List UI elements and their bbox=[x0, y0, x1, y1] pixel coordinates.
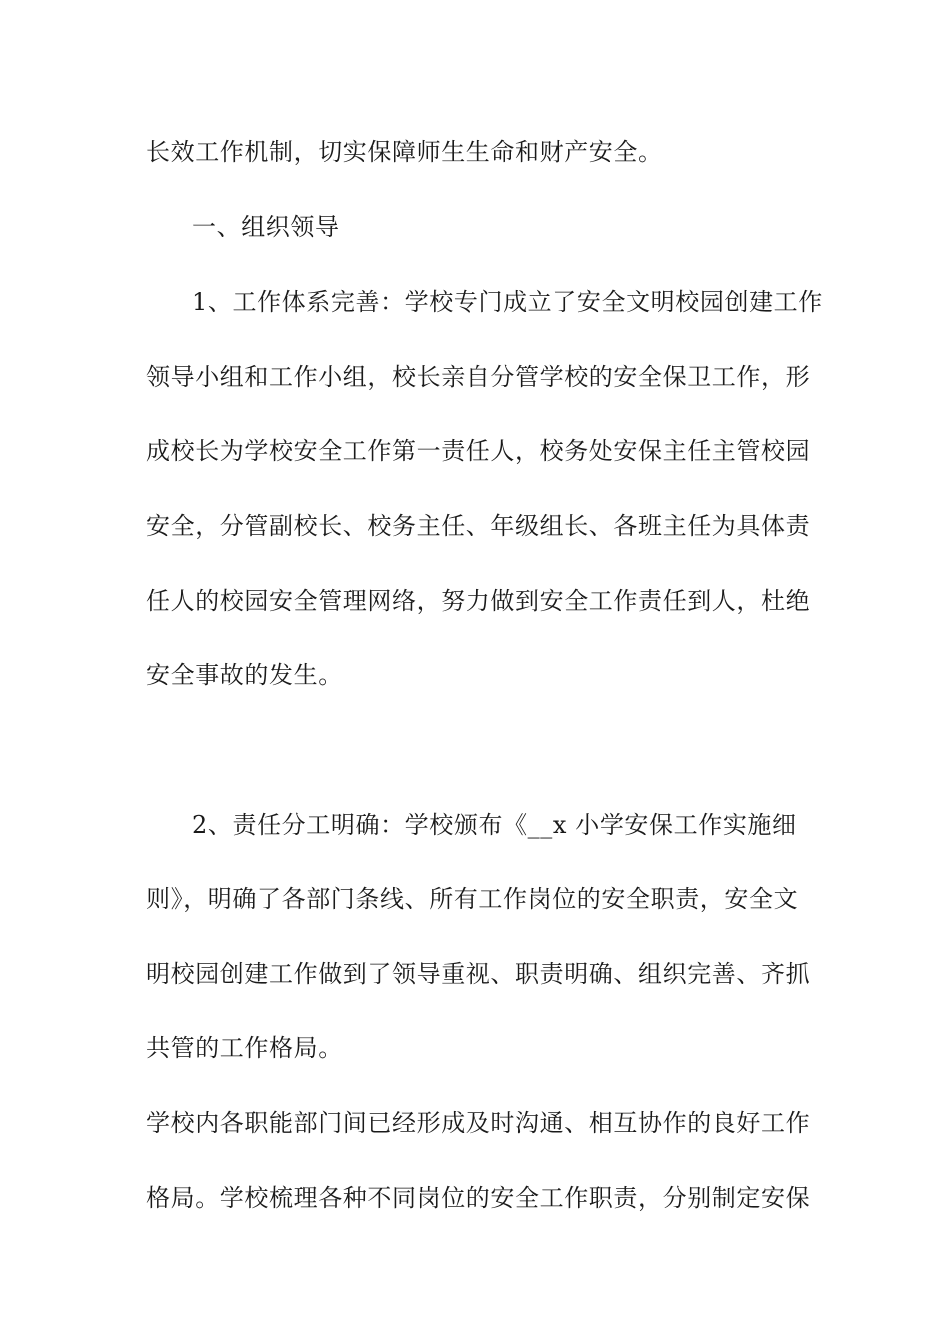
body-text-line: 1、工作体系完善：学校专门成立了安全文明校园创建工作 bbox=[192, 288, 823, 316]
section-heading: 一、组织领导 bbox=[192, 213, 340, 241]
body-text-line: 成校长为学校安全工作第一责任人，校务处安保主任主管校园 bbox=[146, 437, 811, 465]
body-text-line: 安全事故的发生。 bbox=[146, 661, 343, 689]
body-text-line: 长效工作机制，切实保障师生生命和财产安全。 bbox=[146, 138, 663, 166]
body-text-line: 安全，分管副校长、校务主任、年级组长、各班主任为具体责 bbox=[146, 512, 811, 540]
body-text-line: 领导小组和工作小组，校长亲自分管学校的安全保卫工作，形 bbox=[146, 363, 811, 391]
body-text-line: 明校园创建工作做到了领导重视、职责明确、组织完善、齐抓 bbox=[146, 960, 811, 988]
body-text-line: 2、责任分工明确：学校颁布《__x 小学安保工作实施细 bbox=[192, 811, 797, 839]
body-text-line: 学校内各职能部门间已经形成及时沟通、相互协作的良好工作 bbox=[146, 1109, 811, 1137]
body-text-line: 则》，明确了各部门条线、所有工作岗位的安全职责，安全文 bbox=[146, 885, 799, 913]
body-text-line: 格局。学校梳理各种不同岗位的安全工作职责，分别制定安保 bbox=[146, 1184, 811, 1212]
body-text-line: 任人的校园安全管理网络，努力做到安全工作责任到人，杜绝 bbox=[146, 587, 811, 615]
body-text-line: 共管的工作格局。 bbox=[146, 1034, 343, 1062]
